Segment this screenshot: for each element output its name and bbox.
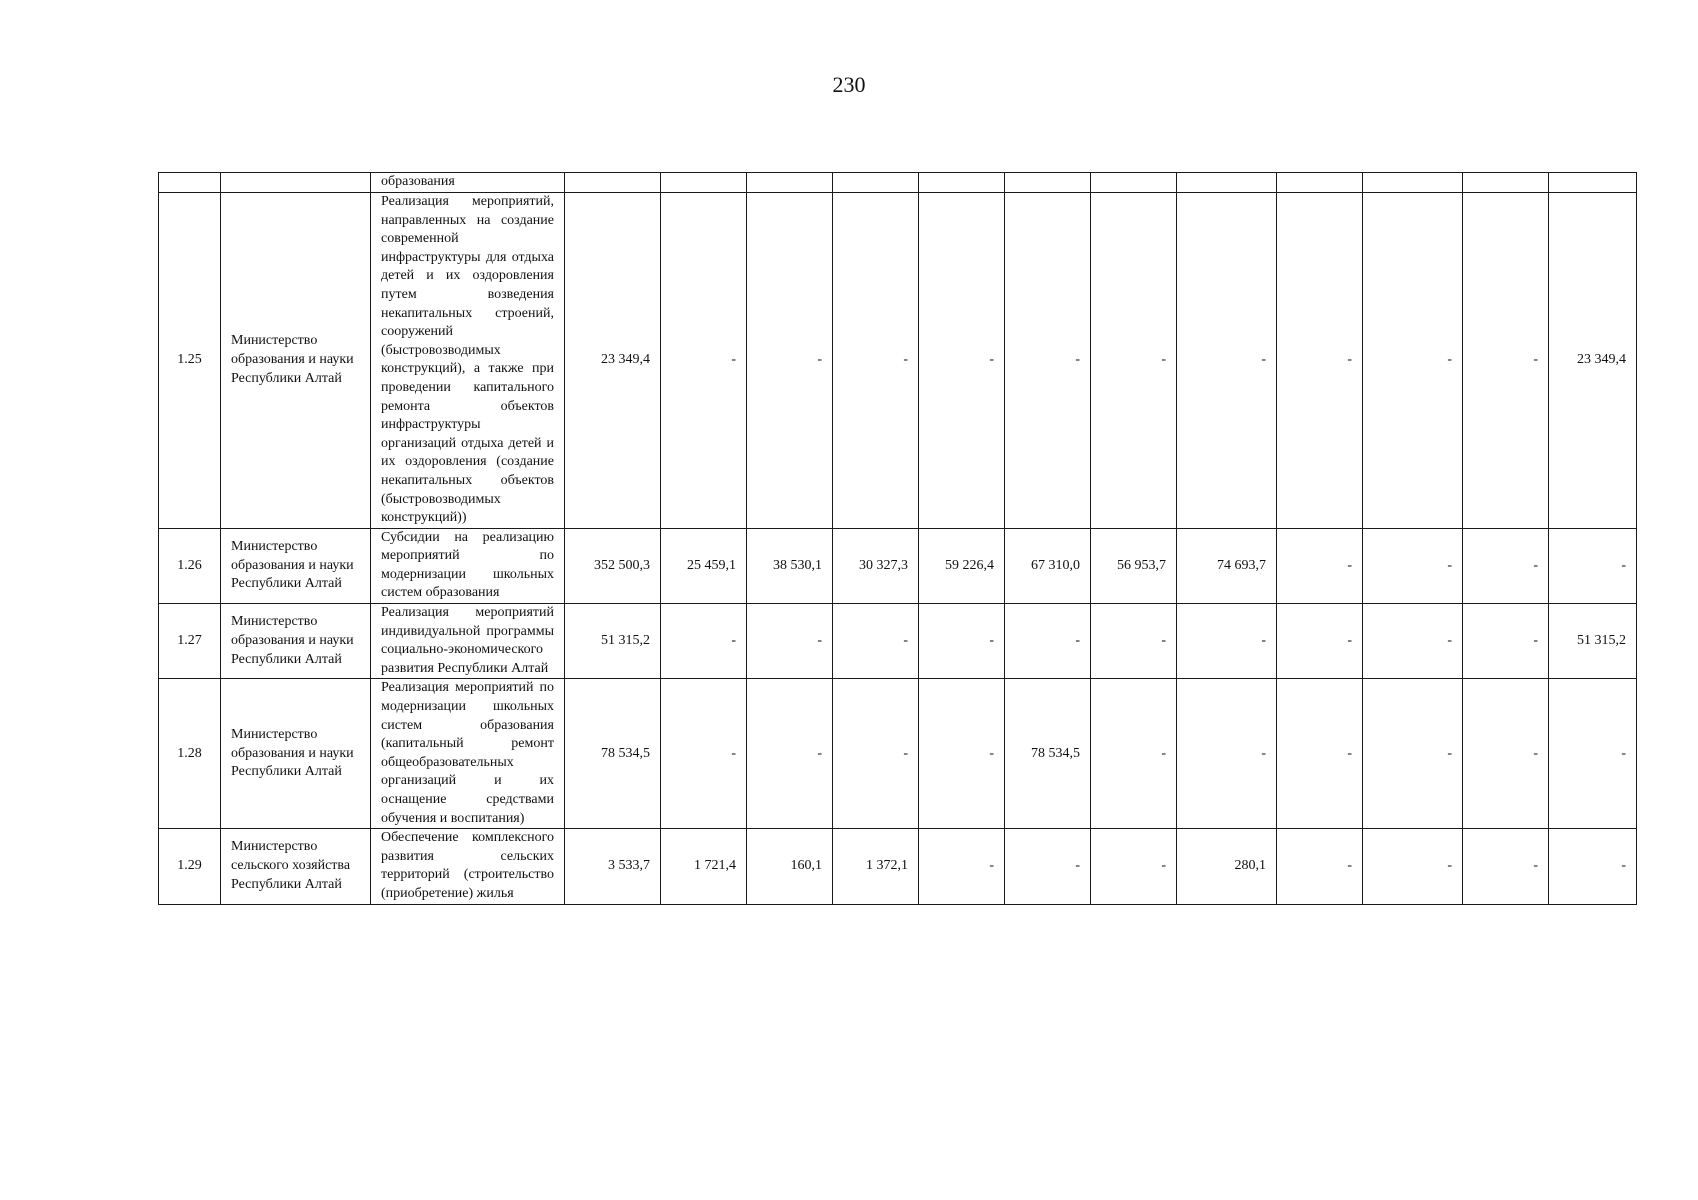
value-cell: 1 372,1 (833, 829, 919, 904)
num-cell: 1.26 (159, 528, 221, 603)
value-cell: 78 534,5 (565, 679, 661, 829)
value-cell: - (1005, 604, 1091, 679)
value-cell: - (1277, 829, 1363, 904)
value-cell: 23 349,4 (1549, 193, 1637, 529)
value-cell: - (1277, 679, 1363, 829)
organization-cell: Министерство образования и науки Республики Алтай (221, 679, 371, 829)
value-cell: - (1091, 679, 1177, 829)
description-cell: образования (371, 173, 565, 193)
value-cell: - (1463, 829, 1549, 904)
num-cell: 1.28 (159, 679, 221, 829)
value-cell: - (833, 604, 919, 679)
value-cell: 51 315,2 (565, 604, 661, 679)
value-cell: 160,1 (747, 829, 833, 904)
value-cell: - (1363, 193, 1463, 529)
value-cell: - (919, 829, 1005, 904)
organization-cell: Министерство образования и науки Республики Алтай (221, 528, 371, 603)
value-cell: - (1277, 193, 1363, 529)
value-cell: - (1177, 193, 1277, 529)
value-cell: - (1005, 193, 1091, 529)
value-cell: - (747, 679, 833, 829)
value-cell: 74 693,7 (1177, 528, 1277, 603)
value-cell: - (661, 193, 747, 529)
table-row (159, 829, 1637, 904)
value-cell: 67 310,0 (1005, 528, 1091, 603)
table-row (159, 604, 1637, 679)
value-cell: - (1277, 528, 1363, 603)
organization-cell: Министерство образования и науки Республики Алтай (221, 604, 371, 679)
value-cell: 51 315,2 (1549, 604, 1637, 679)
value-cell: - (1363, 679, 1463, 829)
value-cell: - (1177, 604, 1277, 679)
value-cell: - (1177, 679, 1277, 829)
value-cell: 352 500,3 (565, 528, 661, 603)
value-cell: 3 533,7 (565, 829, 661, 904)
value-cell: - (919, 604, 1005, 679)
description-cell: Реализация мероприятий, направленных на создание современной инфраструктуры для отдыха детей и их оздоровления путем возведения некапитальных строений, сооружений (быстровозводимых конструкций), а также при проведении капитального ремонта объектов инфраструктуры организаций отдыха детей и их оздоровления (создание некапитальных объектов (быстровозводимых конструкций)) (371, 193, 565, 529)
description-cell: Реализация мероприятий индивидуальной программы социально-экономического развития Республики Алтай (371, 604, 565, 679)
table-row-continuation (159, 173, 1637, 193)
value-cell: - (1549, 528, 1637, 603)
value-cell: 56 953,7 (1091, 528, 1177, 603)
value-cell: - (1091, 193, 1177, 529)
description-cell: Обеспечение комплексного развития сельских территорий (строительство (приобретение) жилья (371, 829, 565, 904)
budget-table (158, 172, 1637, 905)
value-cell: - (833, 679, 919, 829)
value-cell: 280,1 (1177, 829, 1277, 904)
value-cell: - (919, 193, 1005, 529)
value-cell: - (1091, 829, 1177, 904)
value-cell: 23 349,4 (565, 193, 661, 529)
value-cell: - (661, 679, 747, 829)
value-cell: - (1463, 679, 1549, 829)
value-cell: - (1549, 679, 1637, 829)
value-cell: - (1005, 829, 1091, 904)
value-cell: 78 534,5 (1005, 679, 1091, 829)
value-cell: - (1363, 829, 1463, 904)
num-cell: 1.29 (159, 829, 221, 904)
value-cell: 59 226,4 (919, 528, 1005, 603)
value-cell: 38 530,1 (747, 528, 833, 603)
value-cell: - (1091, 604, 1177, 679)
value-cell: - (1549, 829, 1637, 904)
num-cell (159, 173, 221, 193)
value-cell: - (1363, 604, 1463, 679)
organization-cell: Министерство сельского хозяйства Республики Алтай (221, 829, 371, 904)
value-cell: - (833, 193, 919, 529)
value-cell: - (661, 604, 747, 679)
value-cell: - (1277, 604, 1363, 679)
description-cell: Реализация мероприятий по модернизации школьных систем образования (капитальный ремонт общеобразовательных организаций и их оснащение средствами обучения и воспитания) (371, 679, 565, 829)
num-cell: 1.27 (159, 604, 221, 679)
table-row (159, 679, 1637, 829)
num-cell: 1.25 (159, 193, 221, 529)
value-cell: - (1463, 604, 1549, 679)
value-cell: 25 459,1 (661, 528, 747, 603)
value-cell: - (919, 679, 1005, 829)
value-cell: - (1463, 528, 1549, 603)
value-cell: - (747, 193, 833, 529)
table-row (159, 193, 1637, 529)
page-number: 230 (832, 72, 866, 97)
value-cell: 1 721,4 (661, 829, 747, 904)
value-cell: - (747, 604, 833, 679)
organization-cell (221, 173, 371, 193)
table-row (159, 528, 1637, 603)
table-body (159, 173, 1637, 905)
value-cell: - (1463, 193, 1549, 529)
value-cell: - (1363, 528, 1463, 603)
description-cell: Субсидии на реализацию мероприятий по модернизации школьных систем образования (371, 528, 565, 603)
organization-cell: Министерство образования и науки Республики Алтай (221, 193, 371, 529)
value-cell: 30 327,3 (833, 528, 919, 603)
